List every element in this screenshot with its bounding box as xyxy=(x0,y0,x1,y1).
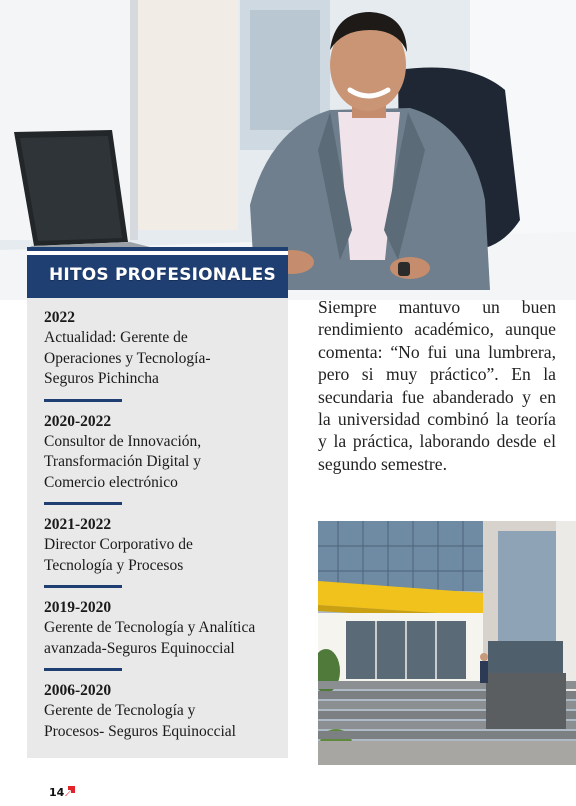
milestones-list xyxy=(44,308,284,752)
milestone-line: Transformación Digital y xyxy=(44,453,201,470)
milestone-year: 2019-2020 xyxy=(44,599,112,616)
milestone-year: 2020-2022 xyxy=(44,412,112,430)
page-number: 14 xyxy=(49,786,65,799)
milestone-divider xyxy=(44,502,122,505)
article-paragraph: Siempre mantuvo un buen rendimiento académico, aunque comenta: “No fui una lumbrera, pero si muy práctico”. En la secundaria fue abanderado y en la universidad combinó la teoría y la práctica, laborando desde el segundo semestre. xyxy=(318,297,556,474)
milestone-line: Actualidad: Gerente de xyxy=(44,329,188,346)
milestone-divider xyxy=(44,399,122,402)
milestone-divider xyxy=(44,668,122,671)
milestone-line: Procesos- Seguros Equinoccial xyxy=(44,722,236,740)
building-illustration xyxy=(318,521,576,765)
milestone-year: 2022 xyxy=(44,309,75,326)
milestone-line: Gerente de Tecnología y xyxy=(44,702,196,719)
milestone-line: Consultor de Innovación, xyxy=(44,432,202,450)
milestone-divider xyxy=(44,585,122,588)
milestone-item xyxy=(44,515,284,588)
milestone-line: Operaciones y Tecnología- xyxy=(44,349,211,367)
building-photo xyxy=(318,521,576,765)
milestone-line: Tecnología y Procesos xyxy=(44,556,184,574)
milestone-line: Seguros Pichincha xyxy=(44,370,159,387)
milestone-item xyxy=(44,681,284,742)
milestone-line: Comercio electrónico xyxy=(44,473,178,491)
milestone-line: Gerente de Tecnología y Analítica xyxy=(44,619,256,636)
milestone-item xyxy=(44,598,284,671)
milestone-item xyxy=(44,308,284,402)
milestone-line: avanzada-Seguros Equinoccial xyxy=(44,639,235,657)
milestone-item xyxy=(44,412,284,506)
milestone-year: 2006-2020 xyxy=(44,682,112,699)
milestones-title: HITOS PROFESIONALES xyxy=(49,265,276,285)
milestone-line: Director Corporativo de xyxy=(44,536,193,553)
milestone-year: 2021-2022 xyxy=(44,516,112,533)
milestones-header xyxy=(27,251,288,298)
arrow-up-right-icon xyxy=(64,785,76,797)
